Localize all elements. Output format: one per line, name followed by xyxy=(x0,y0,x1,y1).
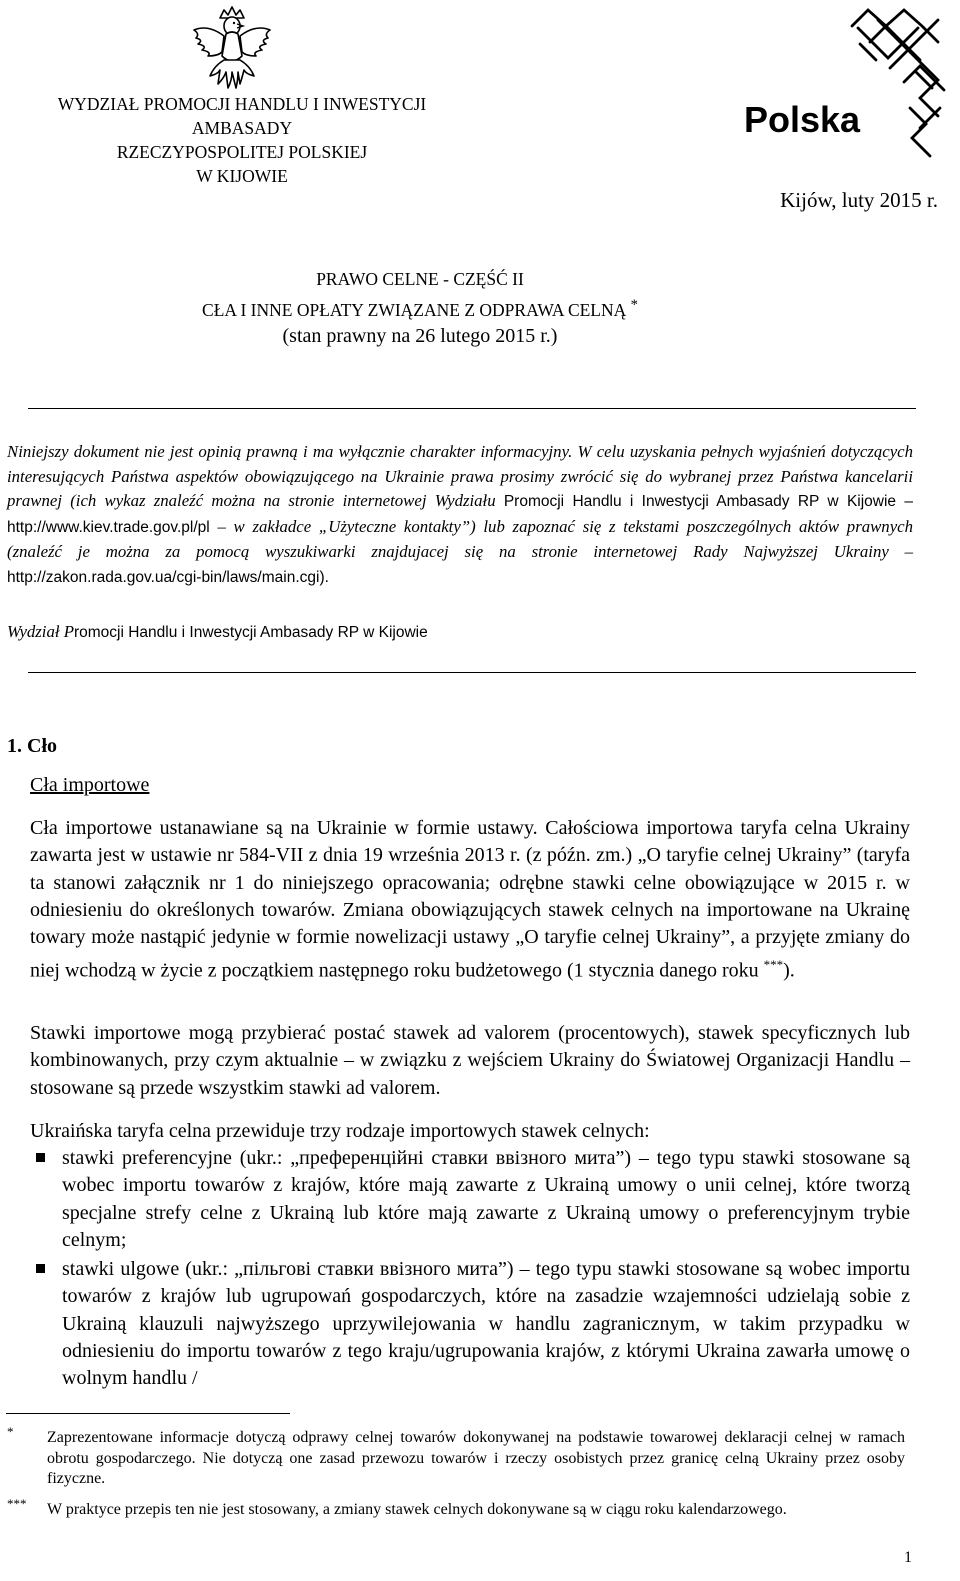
footnote-symbol: *** xyxy=(7,1496,27,1511)
footnote-text: Zaprezentowane informacje dotyczą odprawy celnej towarów dokonywanej na podstawie towarowej deklaracji celnej w ramach obrotu gospodarczego. Nie dotyczą one zasad przewozu towarów i rzeczy osobistych przez granicę celną Ukrainy przez osoby fizyczne. xyxy=(47,1429,905,1487)
footnote-separator xyxy=(6,1413,290,1414)
logo-wordmark: Polska xyxy=(744,99,861,140)
title-line-3: (stan prawny na 26 lutego 2015 r.) xyxy=(282,324,558,347)
paragraph-tariff-intro: Ukraińska taryfa celna przewiduje trzy rodzaje importowych stawek celnych: xyxy=(30,1120,650,1142)
disclaimer-law-link: http://zakon.rada.gov.ua/cgi-bin/laws/main.cgi). xyxy=(7,568,329,586)
signature-italic: Wydział P xyxy=(7,622,74,641)
list-item-text: stawki preferencyjne (ukr.: „преференційні ставки ввізного мита”) – tego typu stawki stosowane są wobec importu towarów z krajów, które mają zawarte z Ukrainą umowy o unii celnej, które tworzą specjalne strefy celne z Ukrainą lub które mają zawarte z Ukrainą umowy o preferencyjnym trybie celnym; xyxy=(62,1147,910,1251)
paragraph-text-end: ). xyxy=(783,960,795,983)
document-date: Kijów, luty 2015 r. xyxy=(780,188,938,212)
disclaimer-signature xyxy=(7,622,428,642)
paragraph-import-duties xyxy=(30,815,910,985)
bullet-square xyxy=(36,1153,45,1162)
bullet-square xyxy=(36,1264,45,1273)
list-item xyxy=(36,1256,910,1392)
paragraph-text: Cła importowe ustanawiane są na Ukrainie w formie ustawy. Całościowa importowa taryfa celna Ukrainy zawarta jest w ustawie nr 584-VII z dnia 19 września 2013 r. (z późn. zm.) „O taryfie celnej Ukrainy” (taryfa ta stanowi załącznik nr 1 do niniejszego opracowania; odrębne stawki celne obowiązujące w 2015 r. w odniesieniu do określonych towarów. Zmiana obowiązujących stawek celnych na importowane na Ukrainę towary może nastąpić jedynie w formie nowelizacji ustawy „O taryfie celnej Ukrainy”, a przyjęte zmiany do niej wchodzą w życie z początkiem następnego roku budżetowego (1 stycznia danego roku xyxy=(30,817,910,983)
footnote xyxy=(7,1424,905,1490)
org-line: WYDZIAŁ PROMOCJI HANDLU I INWESTYCJI xyxy=(57,94,427,114)
polish-eagle-emblem xyxy=(190,4,274,90)
disclaimer-website: Promocji Handlu i Inwestycji Ambasady RP w Kijowie – http://www.kiev.trade.gov.pl/pl xyxy=(7,493,913,536)
subsection-heading: Cła importowe xyxy=(30,774,150,796)
divider-bottom xyxy=(28,672,916,673)
disclaimer-text: Niniejszy dokument nie jest opinią prawną i ma wyłącznie charakter informacyjny. W celu uzyskania pełnych wyjaśnień dotyczących interesujących Państwa aspektów obowiązującego na Ukrainie prawa prosimy zwrócić się do wybranej przez Państwa kancelarii prawnej (ich wykaz znaleźć można na stronie internetowej Wydziału xyxy=(7,442,913,511)
title-line-1: PRAWO CELNE - CZĘŚĆ II xyxy=(316,269,524,289)
org-line: AMBASADY xyxy=(191,118,293,138)
footnote xyxy=(7,1496,905,1521)
list-item-text: stawki ulgowe (ukr.: „пільгові ставки ввізного мита”) – tego typu stawki stosowane są wobec importu towarów z krajów lub ugrupowań gospodarczych, które na zasadzie wzajemności udzielają sobie z Ukrainą klauzuli najwyższego uprzywilejowania w handlu zagranicznym, w takim przypadku w odniesieniu do importu towarów z tego kraju/ugrupowania krajów, z którymi Ukraina zawarła umowę o wolnym handlu / xyxy=(62,1258,910,1390)
footnote-symbol: * xyxy=(7,1424,14,1439)
footnote-marker: * xyxy=(630,297,638,313)
footnote-text: W praktyce przepis ten nie jest stosowany, a zmiany stawek celnych dokonywane są w ciągu roku kalendarzowego. xyxy=(47,1501,787,1518)
paragraph-rate-types: Stawki importowe mogą przybierać postać stawek ad valorem (procentowych), stawek specyficznych lub kombinowanych, przy czym aktualnie – w związku z wejściem Ukrainy do Światowej Organizacji Handlu – stosowane są przede wszystkim stawki ad valorem. xyxy=(30,1022,910,1099)
divider-top xyxy=(28,408,916,409)
page-number: 1 xyxy=(904,1549,912,1566)
footnote-marker: *** xyxy=(763,957,784,973)
title-line-2-text: CŁA I INNE OPŁATY ZWIĄZANE Z ODPRAWA CELNĄ xyxy=(202,299,627,320)
title-line-2 xyxy=(190,292,650,323)
document-title xyxy=(190,266,650,349)
disclaimer-paragraph xyxy=(7,440,913,591)
disclaimer-text-2: – w zakładce „Użyteczne kontakty”) lub zapoznać się z tekstami poszczególnych aktów prawnych (znaleźć je można za pomocą wyszukiwarki znajdujacej się na stronie internetowej Rady Najwyższej Ukrainy – xyxy=(7,516,913,562)
list-item xyxy=(36,1145,910,1254)
org-line: W KIJOWIE xyxy=(196,166,288,186)
signature-rest: romocji Handlu i Inwestycji Ambasady RP w Kijowie xyxy=(73,624,428,641)
polska-logo xyxy=(740,8,946,168)
org-line: RZECZYPOSPOLITEJ POLSKIEJ xyxy=(116,142,368,162)
section-heading: 1. Cło xyxy=(7,735,57,757)
issuing-organization xyxy=(20,92,464,188)
